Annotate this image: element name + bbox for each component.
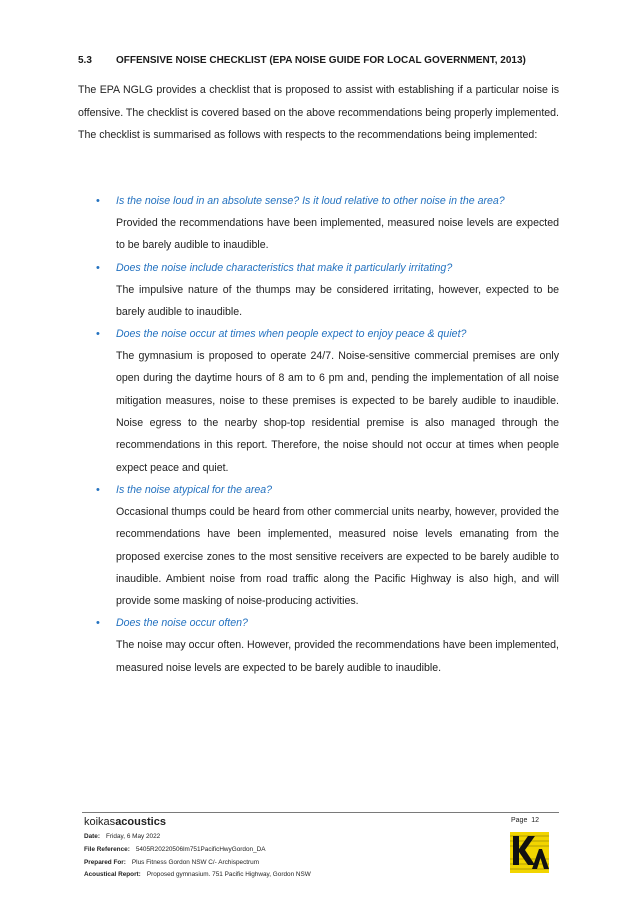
checklist-question bbox=[78, 323, 559, 345]
section-title: OFFENSIVE NOISE CHECKLIST (EPA NOISE GUIDE FOR LOCAL GOVERNMENT, 2013) bbox=[116, 55, 526, 66]
question-text: Does the noise occur often? bbox=[116, 617, 248, 630]
checklist-item bbox=[78, 257, 559, 324]
date-label: Date: bbox=[84, 833, 100, 840]
footer-report-row bbox=[84, 869, 311, 882]
checklist-item bbox=[78, 479, 559, 612]
checklist-answer: Provided the recommendations have been implemented, measured noise levels are expected to be barely audible to inaudible. bbox=[116, 217, 559, 252]
footer-date-row bbox=[84, 831, 311, 844]
report-label: Acoustical Report: bbox=[84, 871, 141, 879]
bullet-icon: • bbox=[96, 261, 100, 274]
section-number: 5.3 bbox=[78, 55, 92, 66]
prepared-value: Plus Fitness Gordon NSW C/- Archispectrum bbox=[131, 858, 260, 866]
intro-paragraph: The EPA NGLG provides a checklist that is proposed to assist with establishing if a particular noise is offensive. The checklist is covered based on the above recommendations being properly implemented. The checklist is summarised as follows with respects to the recommendations being implemented: bbox=[78, 84, 559, 141]
checklist-answer: The noise may occur often. However, provided the recommendations have been implemented, measured noise levels are expected to be barely audible to inaudible. bbox=[116, 639, 559, 674]
report-value: Proposed gymnasium. 751 Pacific Highway, Gordon NSW bbox=[146, 871, 311, 879]
footer-meta bbox=[84, 831, 311, 882]
footer-file-row bbox=[84, 844, 311, 857]
checklist bbox=[78, 190, 559, 679]
question-text: Does the noise include characteristics that make it particularly irritating? bbox=[116, 261, 453, 274]
question-text: Does the noise occur at times when people expect to enjoy peace & quiet? bbox=[116, 328, 467, 341]
date-value: Friday, 6 May 2022 bbox=[105, 833, 161, 840]
footer-divider bbox=[82, 812, 559, 813]
bullet-icon: • bbox=[96, 483, 100, 496]
checklist-item bbox=[78, 612, 559, 679]
checklist-answer: The gymnasium is proposed to operate 24/7. Noise-sensitive commercial premises are only open during the daytime hours of 8 am to 6 pm and, pending the implementation of all noise mitigation measures, noise to these premises is expected to be barely audible to inaudible. Noise egress to the nearby shop-top residential premise is also managed through the recommendations in this report. Therefore, the noise should not occur at times when people expect peace and quiet. bbox=[116, 350, 559, 474]
file-value: 5405R20220506lm751PacificHwyGordon_DA bbox=[135, 845, 266, 853]
checklist-item bbox=[78, 190, 559, 257]
checklist-question bbox=[78, 612, 559, 634]
brand-light: koikas bbox=[84, 816, 116, 828]
file-label: File Reference: bbox=[84, 845, 130, 853]
checklist-question bbox=[78, 190, 559, 212]
bullet-icon: • bbox=[96, 328, 100, 341]
page-value: 12 bbox=[531, 817, 540, 824]
checklist-item bbox=[78, 323, 559, 479]
koikas-logo-icon bbox=[510, 832, 549, 873]
footer-brand bbox=[84, 816, 166, 828]
page-number bbox=[511, 817, 539, 824]
checklist-answer: Occasional thumps could be heard from other commercial units nearby, however, provided the recommendations have been implemented, measured noise levels emanating from the proposed exercise zones to the most sensitive receivers are expected to be barely audible to inaudible. Ambient noise from road traffic along the Pacific Highway is also high, and will provide some masking of noise-producing activities. bbox=[116, 505, 559, 608]
checklist-answer: The impulsive nature of the thumps may be considered irritating, however, expected to be barely audible to inaudible. bbox=[116, 283, 559, 318]
bullet-icon: • bbox=[96, 195, 100, 207]
prepared-label: Prepared For: bbox=[84, 858, 126, 866]
question-text: Is the noise atypical for the area? bbox=[116, 483, 273, 496]
bullet-icon: • bbox=[96, 617, 100, 630]
page-label: Page bbox=[511, 817, 528, 824]
checklist-question bbox=[78, 479, 559, 501]
checklist-question bbox=[78, 257, 559, 279]
footer-prepared-row bbox=[84, 857, 311, 870]
section-heading bbox=[78, 55, 558, 66]
question-text: Is the noise loud in an absolute sense? Is it loud relative to other noise in the area? bbox=[116, 195, 505, 207]
brand-bold: acoustics bbox=[115, 816, 166, 828]
